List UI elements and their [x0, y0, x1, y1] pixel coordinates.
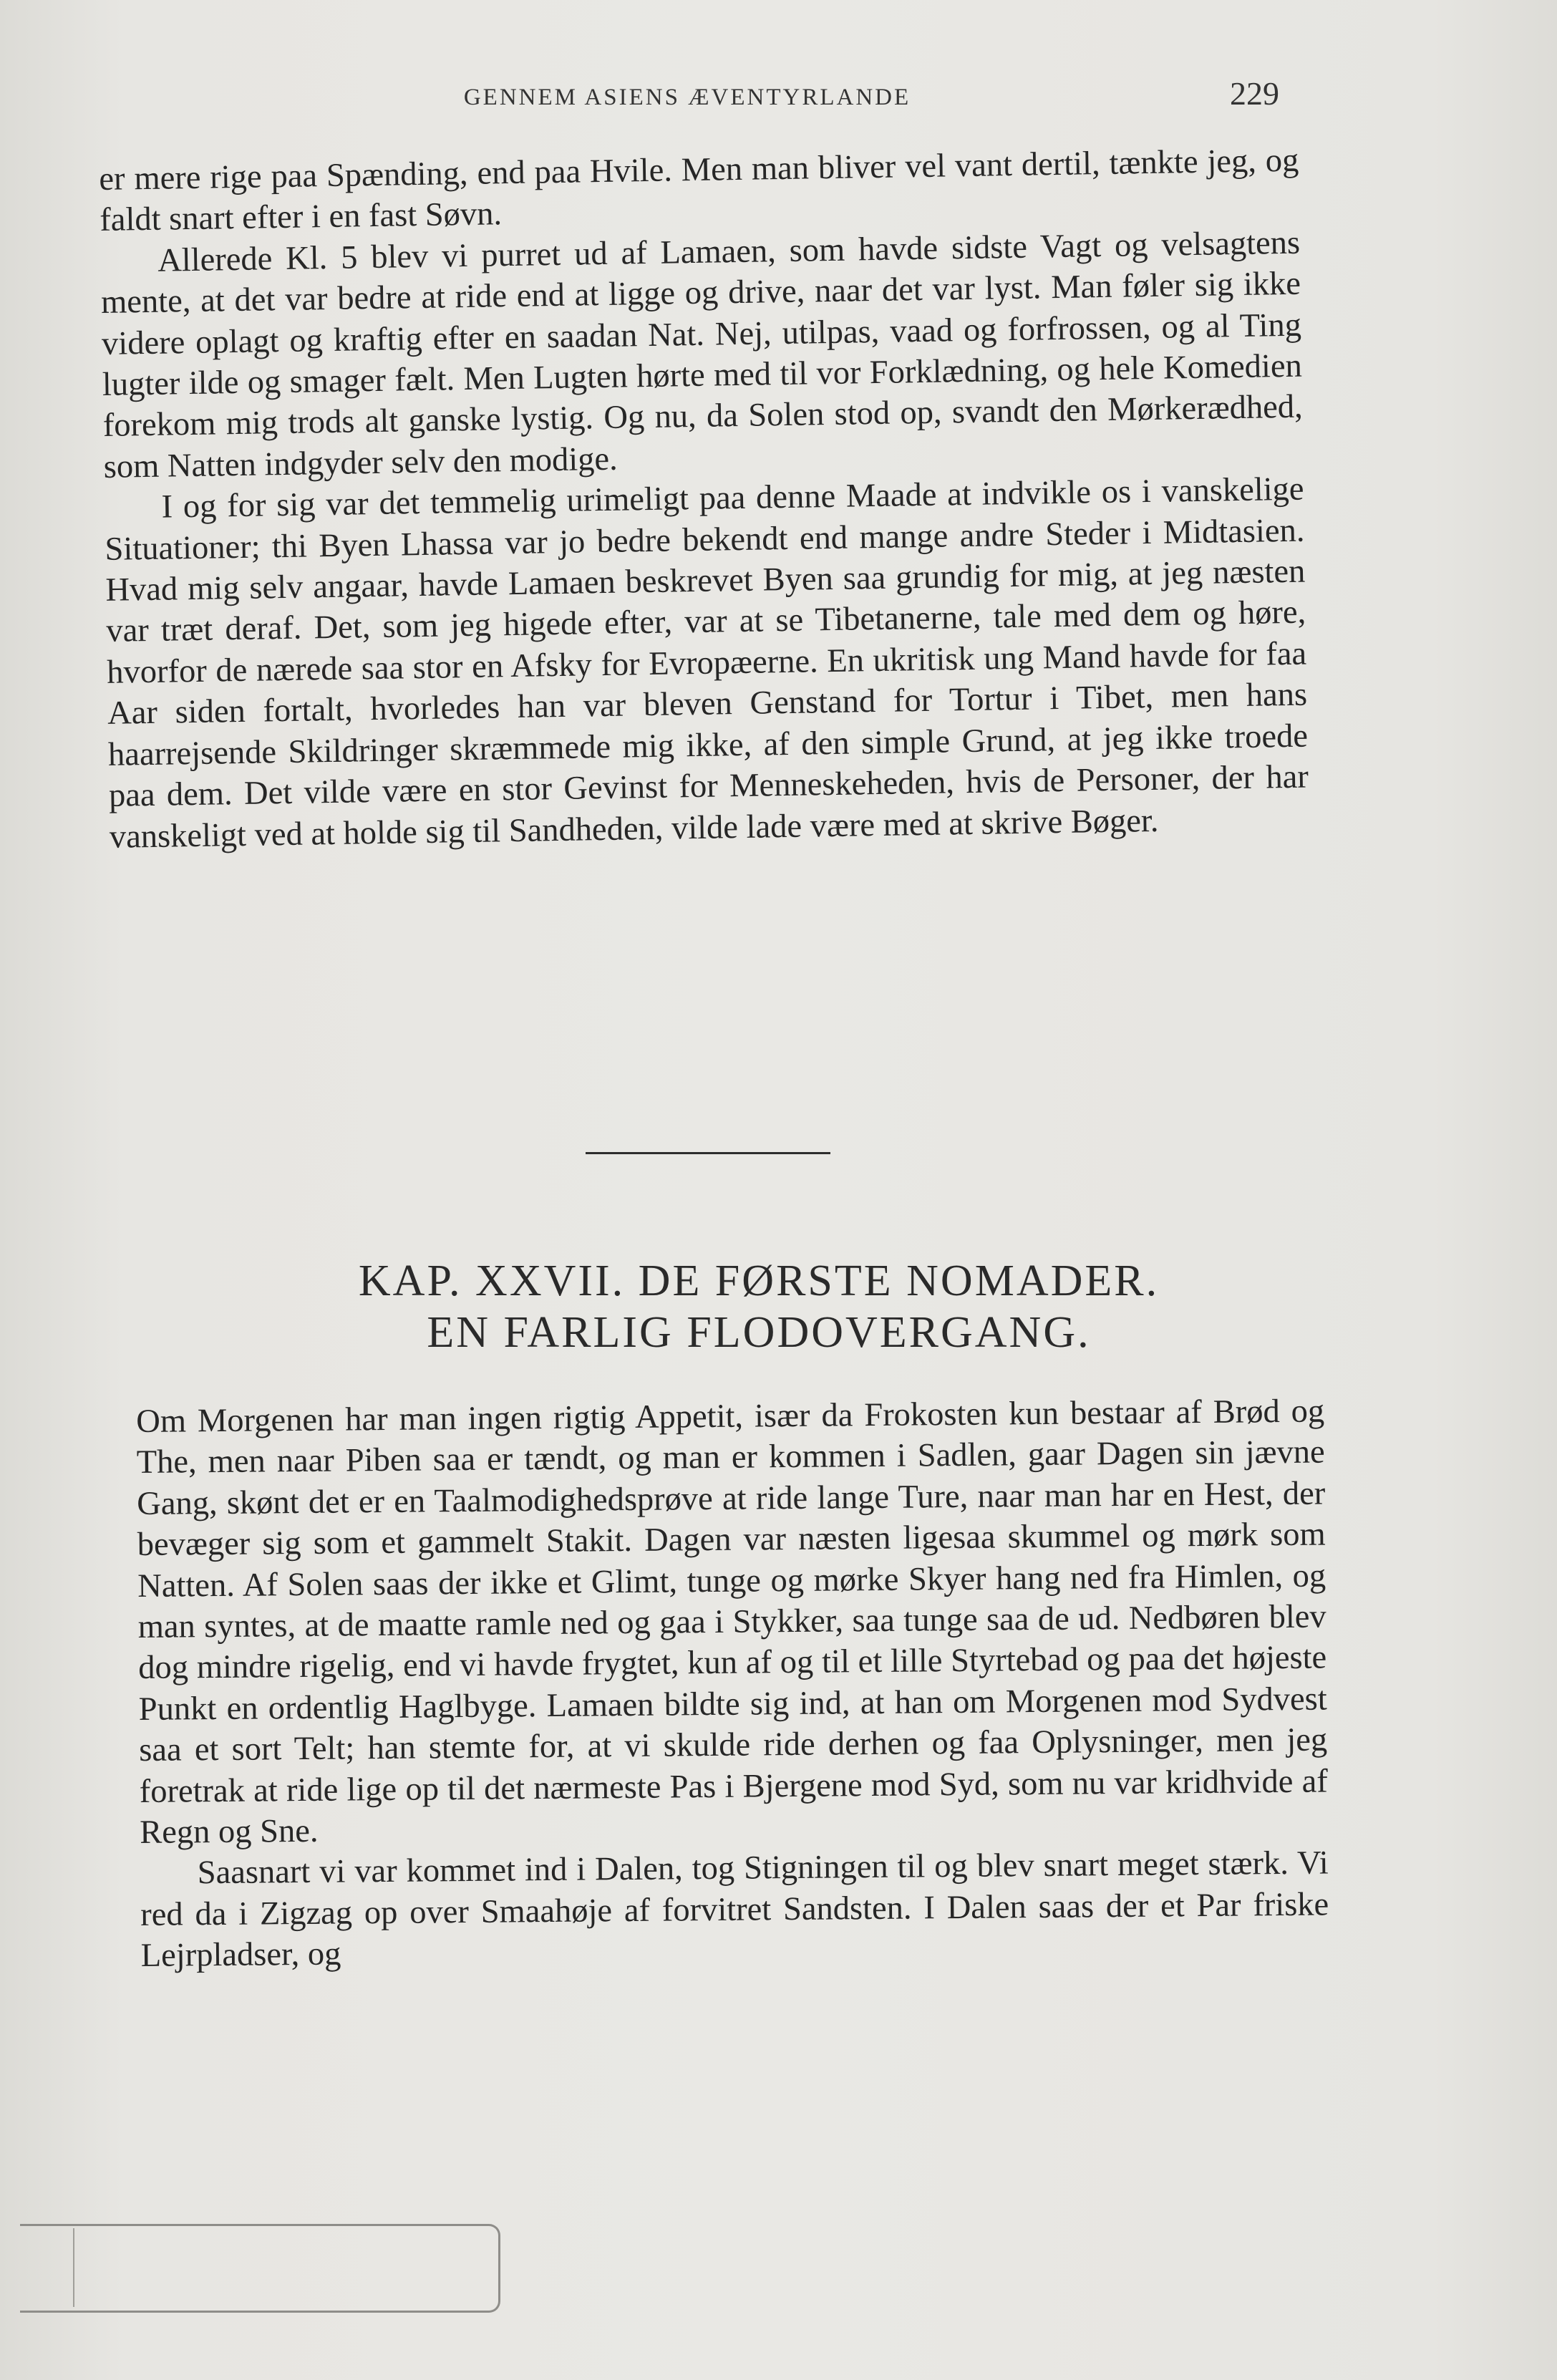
library-tab-divider [73, 2228, 74, 2307]
section-divider [586, 1152, 830, 1154]
body-text-section-2 [136, 1391, 1329, 1977]
chapter-heading [215, 1255, 1303, 1358]
paragraph: Om Morgenen har man ingen rigtig Appetit, især da Frokosten kun bestaar af Brød og The, men naar Piben saa er tændt, og man er kommen i Sadlen, gaar Dagen sin jævne Gang, skønt det er en Taalmodighedsprøve at ride lange Ture, naar man har en Hest, der bevæger sig som et gammelt Stakit. Dagen var næsten ligesaa skummel og mørk som Natten. Af Solen saas der ikke et Glimt, tunge og mørke Skyer hang ned fra Himlen, og man syntes, at de maatte ramle ned og gaa i Stykker, saa tunge saa de ud. Nedbøren blev dog mindre rigelig, end vi havde frygtet, kun af og til et lille Styrtebad og paa det højeste Punkt en ordentlig Haglbyge. Lamaen bildte sig ind, at han om Morgenen mod Sydvest saa et sort Telt; han stemte for, at vi skulde ride derhen og faa Oplysninger, men jeg foretrak at ride lige op til det nærmeste Pas i Bjergene mod Syd, som nu var kridhvide af Regn og Sne. [136, 1393, 1328, 1852]
paragraph: Saasnart vi var kommet ind i Dalen, tog Stigningen til og blev snart meget stærk. Vi red da i Zigzag op over Smaahøje af forvitret Sandsten. I Dalen saas der et Par friske Lejrpladser, og [140, 1844, 1329, 1975]
chapter-title-line-2: EN FARLIG FLODOVERGANG. [427, 1308, 1091, 1357]
paragraph: Allerede Kl. 5 blev vi purret ud af Lamaen, som havde sidste Vagt og velsagtens mente, at det var bedre at ride end at ligge og drive, naar det var lyst. Man føler sig ikke videre oplagt og kraftig efter en saadan Nat. Nej, utilpas, vaad og forfrossen, og al Ting lugter ilde og smager fælt. Men Lugten hørte med til vor Forklædning, og hele Komedien forekom mig trods alt ganske lystig. Og nu, da Solen stod op, svandt den Mørkerædhed, som Natten indgyder selv den modige. [100, 224, 1304, 485]
paragraph: I og for sig var det temmelig urimeligt paa denne Maade at indvikle os i vanskelige Situationer; thi Byen Lhassa var jo bedre bekendt end mange andre Steder i Midtasien. Hvad mig selv angaar, havde Lamaen beskrevet Byen saa grundig for mig, at jeg næsten var træt deraf. Det, som jeg higede efter, var at se Tibetanerne, tale med dem og høre, hvorfor de nærede saa stor en Afsky for Evropæerne. En ukritisk ung Mand havde for faa Aar siden fortalt, hvorledes han var bleven Genstand for Tortur i Tibet, men hans haarrejsende Skildringer skræmmede mig ikke, af den simple Grund, at jeg ikke troede paa dem. Det vilde være en stor Gevinst for Menneskeheden, hvis de Personer, der har vanskeligt ved at holde sig til Sandheden, vilde lade være med at skrive Bøger. [105, 470, 1309, 856]
chapter-title-line-1: KAP. XXVII. DE FØRSTE NOMADER. [358, 1257, 1160, 1305]
page-number: 229 [1230, 75, 1279, 112]
body-text-section-1 [99, 140, 1309, 858]
paragraph: er mere rige paa Spænding, end paa Hvile. Men man bliver vel vant dertil, tænkte jeg, og faldt snart efter i en fast Søvn. [99, 142, 1299, 239]
running-header: GENNEM ASIENS ÆVENTYRLANDE [463, 84, 911, 110]
library-tab-mark [20, 2224, 500, 2313]
